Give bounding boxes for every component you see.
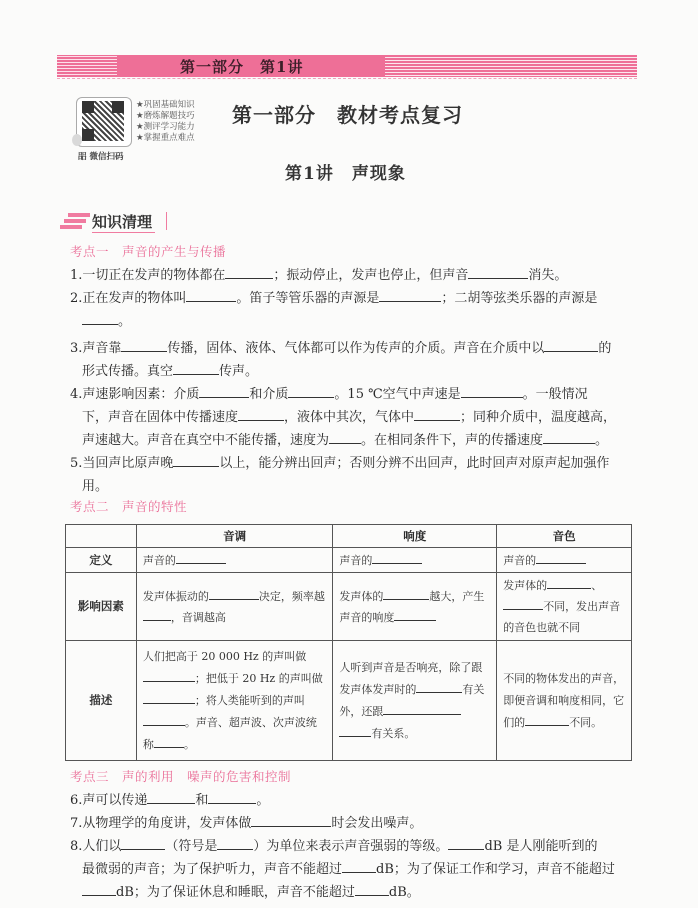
answer-blank[interactable] [461,383,523,398]
qr-feature-list [136,100,195,144]
answer-blank[interactable] [544,337,598,352]
answer-blank[interactable] [82,881,116,896]
table-row [66,641,632,761]
answer-blank[interactable] [199,383,249,398]
table-cell: 声音的 [333,548,497,573]
answer-blank[interactable] [121,337,167,352]
qr-code-icon[interactable] [82,101,124,141]
header-band-divider [57,78,637,79]
lesson-title: 第1讲 声现象 [285,164,406,184]
table-cell: 人们把高于 20 000 Hz 的声叫做；把低于 20 Hz 的声叫做；将人类能听到的声叫。声音、超声波、次声波统称 。 [136,641,333,761]
answer-blank[interactable] [416,680,462,693]
header-band-title: 第一部分 第1讲 [180,58,304,76]
table-header-row [66,525,632,548]
answer-blank[interactable] [525,713,569,726]
answer-blank[interactable] [217,835,253,850]
answer-blank[interactable] [208,789,256,804]
table-cell: 声音的 [136,548,333,573]
table-header: 音色 [497,525,632,548]
answer-blank[interactable] [448,835,484,850]
row-label: 定义 [66,548,137,573]
answer-blank[interactable] [82,310,118,325]
question-7: 7.从物理学的角度讲，发声体做 时会发出噪声。 [70,812,640,835]
question-8: 8.人们以 （符号是 ）为单位来表示声音强弱的等级。 dB 是人刚能听到的 [70,835,640,858]
kaodian-3-title: 考点三 声的利用 噪声的危害和控制 [70,769,292,784]
answer-blank[interactable] [414,406,460,421]
kaodian-1-items [70,264,640,498]
answer-blank[interactable] [394,608,436,621]
answer-blank[interactable] [186,287,236,302]
answer-blank[interactable] [468,264,528,279]
answer-blank[interactable] [154,735,184,748]
answer-blank[interactable] [503,597,543,610]
answer-blank[interactable] [379,287,441,302]
table-header: 音调 [136,525,333,548]
table-header [66,525,137,548]
answer-blank[interactable] [547,576,591,589]
question-3: 3.声音靠 传播，固体、液体、气体都可以作为传声的介质。声音在介质中以 的 [70,337,640,360]
table-row [66,548,632,573]
answer-blank[interactable] [238,406,284,421]
question-3-cont: 形式传播。真空 传声。 [70,360,640,383]
qr-feature: ★测评学习能力 [136,122,195,132]
answer-blank[interactable] [543,429,595,444]
answer-blank[interactable] [173,452,219,467]
question-1: 1.一切正在发声的物体都在 ；振动停止，发声也停止，但声音 消失。 [70,264,640,287]
answer-blank[interactable] [288,383,334,398]
section-mark-icon [60,213,90,230]
answer-blank[interactable] [355,881,389,896]
table-header: 响度 [333,525,497,548]
table-cell: 发声体的 、 不同，发出声音的音色也就不同 [497,573,632,641]
kaodian-3-items [70,789,640,904]
header-band-stripes-right [385,57,637,76]
qr-caption: 㗊 微信扫码 [78,152,124,162]
lightbulb-icon [72,134,82,146]
question-8-cont2: dB；为了保证休息和睡眠，声音不能超过 dB。 [70,881,640,904]
answer-blank[interactable] [225,264,273,279]
kaodian-1-title: 考点一 声音的产生与传播 [70,244,227,259]
answer-blank[interactable] [176,551,226,564]
part-title: 第一部分 教材考点复习 [232,103,463,127]
answer-blank[interactable] [372,551,422,564]
table-cell: 不同的物体发出的声音，即便音调和响度相同，它们的 不同。 [497,641,632,761]
answer-blank[interactable] [121,835,165,850]
question-2-cont: 。 [70,310,640,333]
table-cell: 人听到声音是否响亮，除了跟发声体发声时的 有关外，还跟 有关系。 [333,641,497,761]
sound-characteristics-table [65,524,632,761]
answer-blank[interactable] [342,858,376,873]
question-5: 5.当回声比原声晚 以上，能分辨出回声；否则分辨不出回声，此时回声对原声起加强作 [70,452,640,475]
answer-blank[interactable] [143,608,171,621]
question-8-cont: 最微弱的声音；为了保护听力，声音不能超过 dB；为了保证工作和学习，声音不能超过 [70,858,640,881]
qr-feature: ★巩固基础知识 [136,100,195,110]
row-label: 影响因素 [66,573,137,641]
table-cell: 声音的 [497,548,632,573]
answer-blank[interactable] [173,360,219,375]
table-cell: 发声体振动的 决定，频率越，音调越高 [136,573,333,641]
answer-blank[interactable] [536,551,586,564]
qr-feature: ★掌握重点难点 [136,133,195,143]
question-6: 6.声可以传递 和 。 [70,789,640,812]
answer-blank[interactable] [383,587,429,600]
question-5-cont: 用。 [82,479,109,494]
answer-blank[interactable] [147,789,195,804]
qr-feature: ★磨炼解题技巧 [136,111,195,121]
answer-blank[interactable] [251,812,331,827]
question-2: 2.正在发声的物体叫 。笛子等管乐器的声源是 ；二胡等弦类乐器的声源是 [70,287,640,310]
question-4-cont2: 声速越大。声音在真空中不能传播，速度为 。在相同条件下，声的传播速度 。 [70,429,640,452]
row-label: 描述 [66,641,137,761]
question-4-cont: 下，声音在固体中传播速度 ，液体中其次，气体中 ；同种介质中，温度越高， [70,406,640,429]
answer-blank[interactable] [339,724,371,737]
table-row [66,573,632,641]
answer-blank[interactable] [143,713,185,726]
kaodian-2-title: 考点二 声音的特性 [70,499,188,514]
header-band-stripes-left [57,56,117,76]
section-title-bracket [166,212,167,230]
answer-blank[interactable] [383,702,461,715]
question-4: 4.声速影响因素：介质 和介质 。15 ℃空气中声速是 。一般情况 [70,383,640,406]
answer-blank[interactable] [143,669,195,682]
table-cell: 发声体的 越大，产生声音的响度 [333,573,497,641]
answer-blank[interactable] [209,587,259,600]
answer-blank[interactable] [143,691,195,704]
section-title: 知识清理 [92,211,155,233]
answer-blank[interactable] [329,429,361,444]
